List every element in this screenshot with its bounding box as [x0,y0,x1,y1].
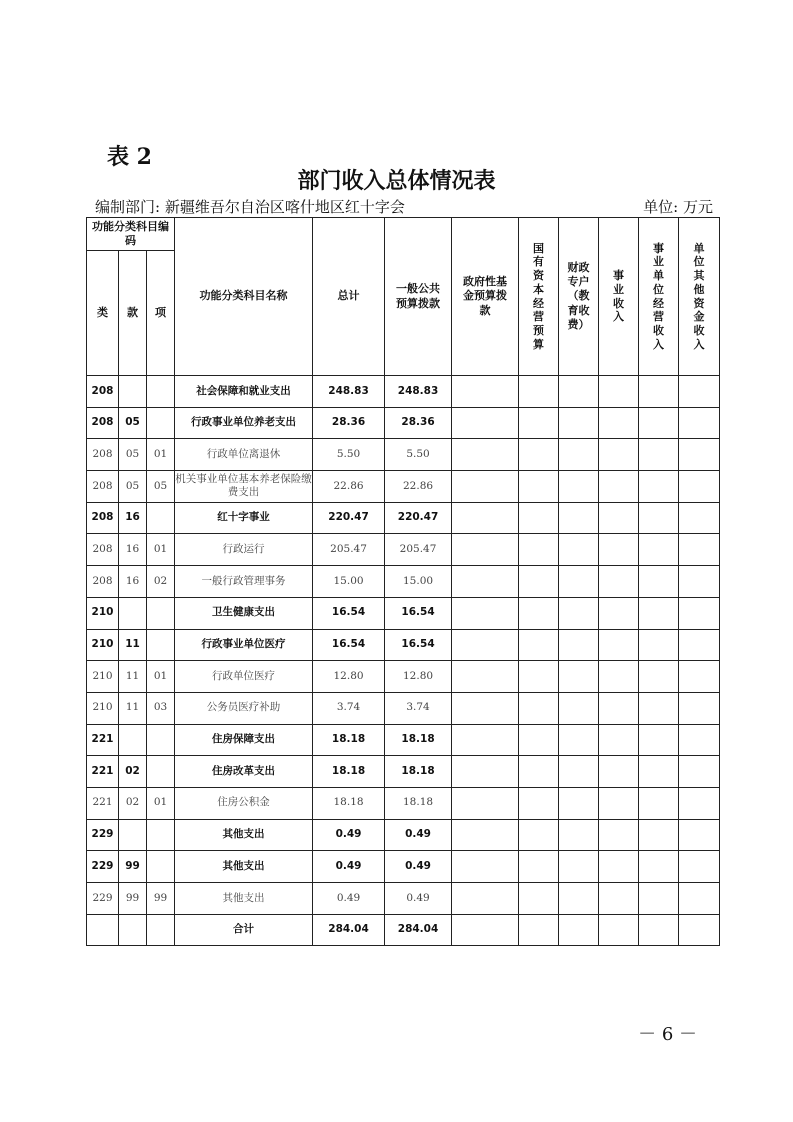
cell-empty [639,566,679,598]
cell-kuan: 16 [119,534,147,566]
cell-empty [519,692,559,724]
cell-empty [519,502,559,534]
header-business-income [599,218,639,376]
total-general: 284.04 [385,914,452,946]
cell-empty [452,502,519,534]
cell-empty [599,819,639,851]
cell-empty [679,787,720,819]
cell-empty [519,629,559,661]
table-row [87,724,720,756]
table-row [87,692,720,724]
header-code-group: 功能分类科目编码 [87,218,175,251]
cell-lei: 208 [87,471,119,503]
cell-xiang: 99 [147,883,175,915]
cell-kuan [119,376,147,408]
cell-name: 机关事业单位基本养老保险缴费支出 [175,471,313,503]
cell-general: 0.49 [385,851,452,883]
cell-empty [519,597,559,629]
cell-lei: 221 [87,787,119,819]
cell-empty [519,787,559,819]
cell-general: 205.47 [385,534,452,566]
cell-empty [599,597,639,629]
cell-empty [559,471,599,503]
cell-empty [679,819,720,851]
table-row [87,534,720,566]
table-row [87,756,720,788]
cell-empty [452,407,519,439]
cell-general: 248.83 [385,376,452,408]
cell-empty [679,439,720,471]
cell-empty [452,883,519,915]
header-name: 功能分类科目名称 [175,218,313,376]
cell-empty [559,914,599,946]
header-fiscal-special [559,218,599,376]
cell-empty [679,883,720,915]
cell-general: 18.18 [385,756,452,788]
cell-total: 16.54 [313,629,385,661]
cell-lei: 210 [87,692,119,724]
cell-empty [519,534,559,566]
cell-lei: 229 [87,851,119,883]
cell-xiang [147,502,175,534]
header-fund [452,218,519,376]
cell-kuan: 05 [119,439,147,471]
cell-kuan: 05 [119,407,147,439]
cell-name: 一般行政管理事务 [175,566,313,598]
cell-kuan: 05 [119,471,147,503]
cell-empty [452,756,519,788]
header-kuan: 款 [119,251,147,376]
table-row [87,376,720,408]
cell-empty [679,629,720,661]
cell-empty [452,819,519,851]
cell-empty [519,883,559,915]
total-row [87,914,720,946]
cell-empty [519,407,559,439]
cell-xiang: 01 [147,534,175,566]
cell-xiang [147,724,175,756]
cell-empty [559,692,599,724]
header-lei: 类 [87,251,119,376]
cell-empty [519,914,559,946]
cell-empty [559,661,599,693]
cell-empty [519,724,559,756]
cell-empty [639,883,679,915]
cell-xiang [147,376,175,408]
cell-empty [679,534,720,566]
cell-empty [559,756,599,788]
income-table [86,217,720,946]
cell-empty [679,407,720,439]
cell-total: 18.18 [313,756,385,788]
cell-lei: 208 [87,407,119,439]
cell-total: 5.50 [313,439,385,471]
cell-general: 28.36 [385,407,452,439]
cell-name: 红十字事业 [175,502,313,534]
cell-general: 5.50 [385,439,452,471]
cell-empty [679,502,720,534]
header-fund-text: 政府性基金预算拨款 [463,275,508,317]
cell-name: 住房改革支出 [175,756,313,788]
cell-kuan [119,597,147,629]
cell-total: 22.86 [313,471,385,503]
cell-general: 220.47 [385,502,452,534]
page-number: － 6 － [638,1024,697,1045]
cell-general: 18.18 [385,787,452,819]
cell-name: 行政事业单位养老支出 [175,407,313,439]
cell-empty [519,819,559,851]
cell-empty [679,914,720,946]
cell-empty [87,914,119,946]
cell-kuan: 02 [119,756,147,788]
cell-empty [147,914,175,946]
cell-empty [452,692,519,724]
cell-empty [452,534,519,566]
cell-empty [679,756,720,788]
cell-name: 行政单位离退休 [175,439,313,471]
table-row [87,471,720,503]
cell-lei: 229 [87,819,119,851]
cell-empty [599,407,639,439]
header-unit-business-text: 事业单位经营收入 [653,241,665,351]
header-unit-business [639,218,679,376]
cell-name: 住房公积金 [175,787,313,819]
cell-empty [599,756,639,788]
cell-empty [599,439,639,471]
cell-empty [639,534,679,566]
cell-empty [452,851,519,883]
cell-xiang [147,819,175,851]
cell-lei: 221 [87,756,119,788]
cell-empty [452,376,519,408]
cell-general: 0.49 [385,883,452,915]
cell-empty [519,661,559,693]
cell-general: 22.86 [385,471,452,503]
cell-empty [452,724,519,756]
cell-kuan: 99 [119,883,147,915]
cell-name: 住房保障支出 [175,724,313,756]
table-row [87,787,720,819]
cell-kuan: 16 [119,502,147,534]
page-title: 部门收入总体情况表 [297,168,496,194]
cell-kuan: 16 [119,566,147,598]
cell-empty [639,629,679,661]
cell-empty [599,851,639,883]
cell-empty [452,597,519,629]
cell-empty [119,914,147,946]
cell-lei: 208 [87,376,119,408]
cell-general: 18.18 [385,724,452,756]
cell-empty [519,439,559,471]
cell-general: 16.54 [385,629,452,661]
table-row [87,439,720,471]
cell-empty [559,629,599,661]
cell-total: 15.00 [313,566,385,598]
cell-empty [519,566,559,598]
header-state-capital [519,218,559,376]
cell-empty [599,692,639,724]
cell-lei: 210 [87,661,119,693]
cell-xiang [147,851,175,883]
header-xiang: 项 [147,251,175,376]
cell-empty [639,439,679,471]
cell-xiang [147,756,175,788]
cell-total: 16.54 [313,597,385,629]
cell-total: 205.47 [313,534,385,566]
cell-empty [599,471,639,503]
cell-total: 248.83 [313,376,385,408]
cell-empty [639,502,679,534]
cell-empty [599,534,639,566]
table-row [87,502,720,534]
header-fiscal-special-text: 财政专户（教育收费） [567,260,590,331]
cell-empty [639,914,679,946]
cell-empty [639,407,679,439]
cell-xiang: 02 [147,566,175,598]
cell-xiang [147,407,175,439]
table-row [87,629,720,661]
cell-kuan: 02 [119,787,147,819]
table-label: 表 2 [107,144,152,170]
cell-empty [452,471,519,503]
cell-empty [679,471,720,503]
header-other-funds [679,218,720,376]
header-total: 总计 [313,218,385,376]
cell-empty [679,661,720,693]
cell-empty [519,851,559,883]
cell-empty [599,629,639,661]
cell-kuan: 11 [119,692,147,724]
cell-total: 3.74 [313,692,385,724]
cell-total: 0.49 [313,851,385,883]
cell-empty [599,661,639,693]
cell-name: 公务员医疗补助 [175,692,313,724]
cell-lei: 208 [87,566,119,598]
cell-kuan: 11 [119,629,147,661]
cell-empty [599,566,639,598]
department-line: 编制部门: 新疆维吾尔自治区喀什地区红十字会 [95,198,405,216]
table-row [87,851,720,883]
cell-total: 220.47 [313,502,385,534]
header-state-capital-text: 国有资本经营预算 [533,241,545,351]
unit-line: 单位: 万元 [643,198,713,216]
cell-empty [679,851,720,883]
cell-empty [639,597,679,629]
cell-empty [639,692,679,724]
total-total: 284.04 [313,914,385,946]
cell-total: 18.18 [313,787,385,819]
cell-empty [559,502,599,534]
cell-xiang [147,597,175,629]
header-other-funds-text: 单位其他资金收入 [693,241,705,351]
cell-empty [639,376,679,408]
cell-empty [452,787,519,819]
cell-name: 行政运行 [175,534,313,566]
cell-empty [679,566,720,598]
cell-empty [639,756,679,788]
cell-empty [559,566,599,598]
cell-total: 28.36 [313,407,385,439]
header-business-income-text: 事业收入 [613,269,625,324]
cell-empty [639,724,679,756]
cell-empty [519,756,559,788]
cell-empty [559,787,599,819]
cell-name: 其他支出 [175,851,313,883]
cell-general: 15.00 [385,566,452,598]
cell-empty [559,534,599,566]
cell-empty [639,661,679,693]
cell-lei: 208 [87,502,119,534]
cell-xiang: 05 [147,471,175,503]
cell-empty [599,376,639,408]
cell-empty [452,439,519,471]
cell-xiang: 01 [147,439,175,471]
cell-empty [679,724,720,756]
cell-name: 行政单位医疗 [175,661,313,693]
cell-empty [679,376,720,408]
cell-kuan [119,819,147,851]
cell-empty [559,819,599,851]
cell-empty [559,597,599,629]
table-row [87,566,720,598]
cell-name: 行政事业单位医疗 [175,629,313,661]
cell-kuan: 11 [119,661,147,693]
cell-lei: 210 [87,597,119,629]
cell-empty [519,471,559,503]
cell-empty [452,566,519,598]
cell-empty [559,851,599,883]
table-row [87,819,720,851]
header-general [385,218,452,376]
cell-empty [559,376,599,408]
cell-empty [559,883,599,915]
cell-empty [679,692,720,724]
cell-kuan: 99 [119,851,147,883]
cell-empty [679,597,720,629]
cell-empty [639,471,679,503]
cell-empty [452,629,519,661]
table-body [87,376,720,946]
cell-empty [599,787,639,819]
cell-lei: 210 [87,629,119,661]
cell-empty [639,819,679,851]
table-row [87,883,720,915]
cell-empty [599,883,639,915]
cell-empty [599,914,639,946]
total-name: 合计 [175,914,313,946]
table-row [87,407,720,439]
cell-total: 0.49 [313,819,385,851]
table-row [87,597,720,629]
cell-empty [639,787,679,819]
cell-empty [599,724,639,756]
cell-name: 其他支出 [175,883,313,915]
cell-total: 0.49 [313,883,385,915]
cell-empty [452,914,519,946]
table-row [87,661,720,693]
cell-empty [559,439,599,471]
cell-xiang: 01 [147,661,175,693]
header-general-text: 一般公共预算拨款 [396,282,441,310]
cell-name: 卫生健康支出 [175,597,313,629]
cell-lei: 208 [87,439,119,471]
cell-empty [452,661,519,693]
cell-xiang [147,629,175,661]
cell-name: 社会保障和就业支出 [175,376,313,408]
cell-kuan [119,724,147,756]
cell-lei: 221 [87,724,119,756]
cell-empty [599,502,639,534]
cell-empty [639,851,679,883]
cell-total: 18.18 [313,724,385,756]
cell-general: 12.80 [385,661,452,693]
cell-lei: 208 [87,534,119,566]
cell-lei: 229 [87,883,119,915]
cell-empty [519,376,559,408]
cell-general: 0.49 [385,819,452,851]
cell-name: 其他支出 [175,819,313,851]
cell-general: 3.74 [385,692,452,724]
cell-xiang: 01 [147,787,175,819]
cell-total: 12.80 [313,661,385,693]
cell-xiang: 03 [147,692,175,724]
cell-empty [559,724,599,756]
cell-general: 16.54 [385,597,452,629]
cell-empty [559,407,599,439]
